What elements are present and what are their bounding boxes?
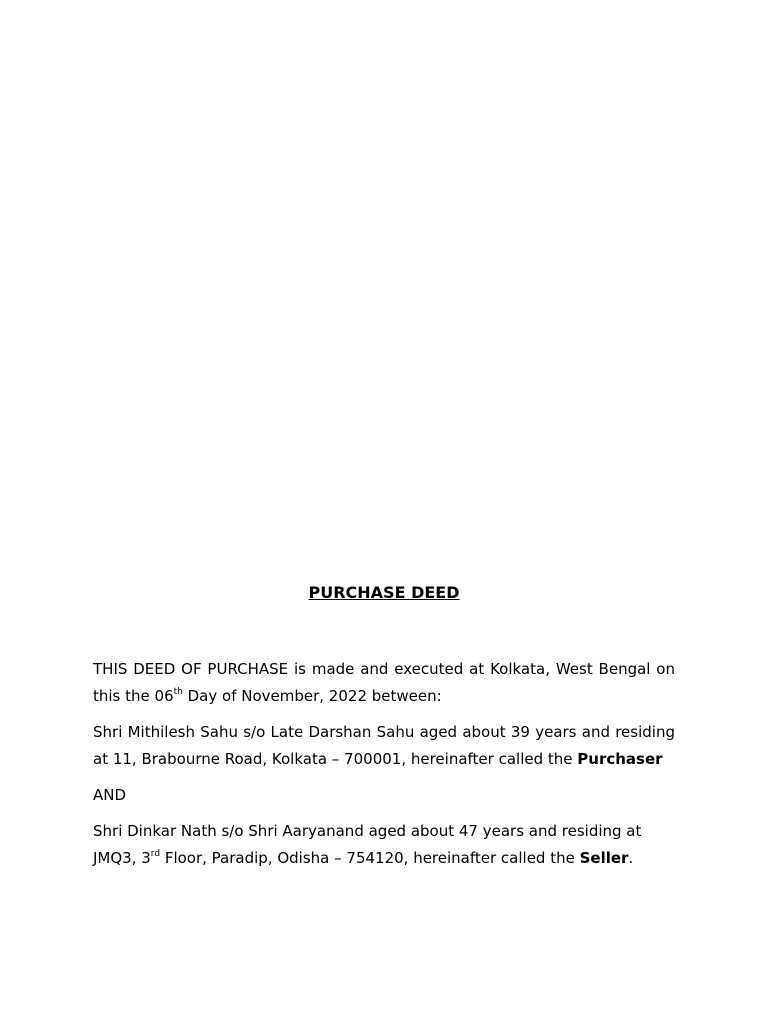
- document-title: PURCHASE DEED: [308, 583, 460, 602]
- intro-text-a: THIS DEED OF PURCHASE is made and executed at Kolkata, West Bengal on this the 06: [93, 660, 675, 705]
- deed-intro-paragraph: [93, 656, 675, 710]
- seller-label: Seller: [579, 849, 629, 867]
- intro-text-b: Day of November, 2022 between:: [182, 687, 442, 705]
- purchaser-paragraph: [93, 719, 675, 773]
- and-text: AND: [93, 786, 127, 804]
- intro-superscript: th: [173, 687, 183, 697]
- seller-paragraph: [93, 818, 675, 872]
- seller-end: .: [628, 849, 634, 867]
- purchaser-label: Purchaser: [577, 750, 663, 768]
- seller-superscript: rd: [150, 849, 161, 859]
- seller-text-a: Shri Dinkar Nath s/o Shri Aaryanand aged about 47 years and residing at JMQ3, 3: [93, 822, 642, 867]
- seller-text-b: Floor, Paradip, Odisha – 754120, hereinafter called the: [160, 849, 580, 867]
- document-body: [93, 580, 675, 881]
- purchaser-text: Shri Mithilesh Sahu s/o Late Darshan Sahu aged about 39 years and residing at 11, Brabourne Road, Kolkata – 700001, hereinafter called the: [93, 723, 675, 768]
- and-paragraph: [93, 782, 675, 809]
